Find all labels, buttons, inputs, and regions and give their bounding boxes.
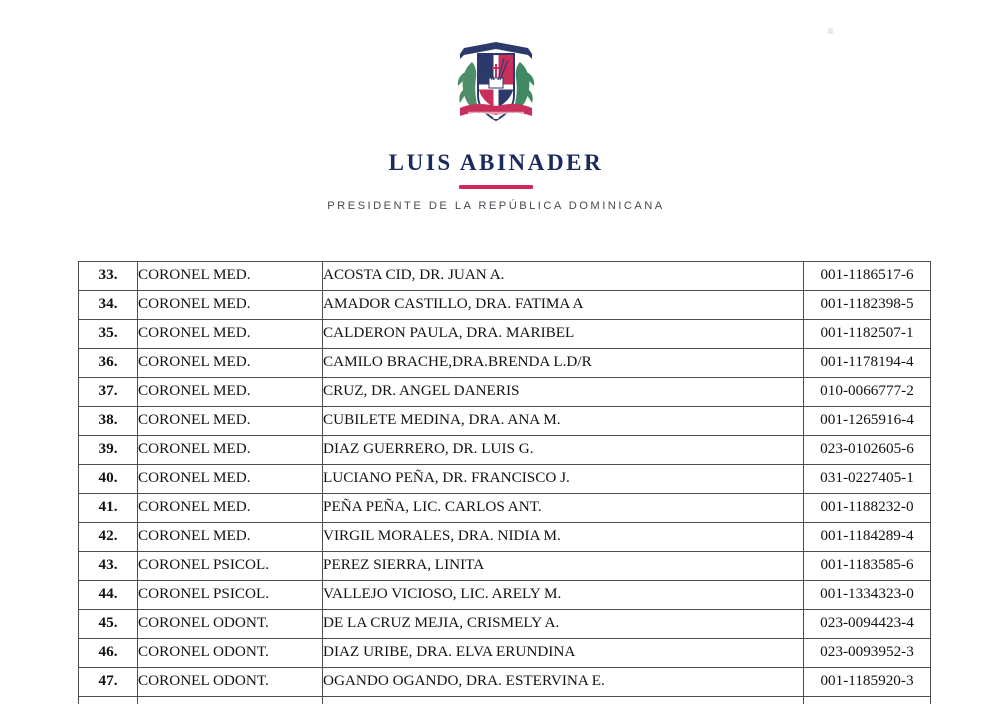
- row-id: 001-1178194-4: [804, 349, 931, 378]
- row-number: 44.: [79, 581, 138, 610]
- row-number: 36.: [79, 349, 138, 378]
- row-clipped-cell: [79, 697, 138, 704]
- row-rank: CORONEL ODONT.: [138, 639, 323, 668]
- row-name: DIAZ URIBE, DRA. ELVA ERUNDINA: [323, 639, 804, 668]
- president-name: LUIS ABINADER: [0, 151, 992, 174]
- row-number: 41.: [79, 494, 138, 523]
- row-id: 001-1265916-4: [804, 407, 931, 436]
- row-name: LUCIANO PEÑA, DR. FRANCISCO J.: [323, 465, 804, 494]
- row-rank: CORONEL ODONT.: [138, 610, 323, 639]
- row-rank: CORONEL MED.: [138, 320, 323, 349]
- row-number: 47.: [79, 668, 138, 697]
- row-rank: CORONEL PSICOL.: [138, 552, 323, 581]
- row-rank: CORONEL PSICOL.: [138, 581, 323, 610]
- table-row: [79, 581, 931, 610]
- row-id: 031-0227405-1: [804, 465, 931, 494]
- scan-artifact: [828, 28, 833, 34]
- row-number: 37.: [79, 378, 138, 407]
- row-number: 45.: [79, 610, 138, 639]
- table-row: [79, 523, 931, 552]
- row-id: 001-1184289-4: [804, 523, 931, 552]
- row-id: 001-1183585-6: [804, 552, 931, 581]
- row-id: 001-1188232-0: [804, 494, 931, 523]
- president-subtitle: PRESIDENTE DE LA REPÚBLICA DOMINICANA: [0, 200, 992, 212]
- roster-table-body: [79, 262, 931, 704]
- row-rank: CORONEL MED.: [138, 262, 323, 291]
- row-id: 023-0093952-3: [804, 639, 931, 668]
- row-rank: CORONEL MED.: [138, 378, 323, 407]
- row-number: 42.: [79, 523, 138, 552]
- row-rank: CORONEL MED.: [138, 436, 323, 465]
- row-name: VALLEJO VICIOSO, LIC. ARELY M.: [323, 581, 804, 610]
- row-id: 001-1334323-0: [804, 581, 931, 610]
- row-name: DIAZ GUERRERO, DR. LUIS G.: [323, 436, 804, 465]
- row-name: OGANDO OGANDO, DRA. ESTERVINA E.: [323, 668, 804, 697]
- table-row: [79, 349, 931, 378]
- row-number: 40.: [79, 465, 138, 494]
- row-name: DE LA CRUZ MEJIA, CRISMELY A.: [323, 610, 804, 639]
- table-row: [79, 494, 931, 523]
- row-number: 46.: [79, 639, 138, 668]
- row-clipped-cell: [804, 697, 931, 704]
- table-row: [79, 436, 931, 465]
- row-name: CRUZ, DR. ANGEL DANERIS: [323, 378, 804, 407]
- row-rank: CORONEL MED.: [138, 465, 323, 494]
- table-row: [79, 668, 931, 697]
- row-id: 001-1182507-1: [804, 320, 931, 349]
- table-row: [79, 407, 931, 436]
- roster-table: [78, 261, 931, 704]
- row-name: PEÑA PEÑA, LIC. CARLOS ANT.: [323, 494, 804, 523]
- table-row: [79, 465, 931, 494]
- accent-rule: [459, 185, 533, 189]
- row-number: 34.: [79, 291, 138, 320]
- row-id: 023-0102605-6: [804, 436, 931, 465]
- row-number: 33.: [79, 262, 138, 291]
- table-row: [79, 262, 931, 291]
- row-rank: CORONEL MED.: [138, 523, 323, 552]
- row-name: CUBILETE MEDINA, DRA. ANA M.: [323, 407, 804, 436]
- coat-of-arms-icon: [442, 34, 550, 134]
- row-id: 001-1186517-6: [804, 262, 931, 291]
- row-number: 38.: [79, 407, 138, 436]
- row-rank: CORONEL MED.: [138, 494, 323, 523]
- row-name: VIRGIL MORALES, DRA. NIDIA M.: [323, 523, 804, 552]
- row-name: PEREZ SIERRA, LINITA: [323, 552, 804, 581]
- table-row: [79, 291, 931, 320]
- table-row: [79, 552, 931, 581]
- row-id: 010-0066777-2: [804, 378, 931, 407]
- row-clipped-cell: [138, 697, 323, 704]
- row-name: ACOSTA CID, DR. JUAN A.: [323, 262, 804, 291]
- row-rank: CORONEL MED.: [138, 349, 323, 378]
- row-rank: CORONEL MED.: [138, 291, 323, 320]
- row-name: CALDERON PAULA, DRA. MARIBEL: [323, 320, 804, 349]
- roster-table-container: [78, 261, 926, 704]
- row-id: 001-1182398-5: [804, 291, 931, 320]
- row-name: AMADOR CASTILLO, DRA. FATIMA A: [323, 291, 804, 320]
- table-row: [79, 610, 931, 639]
- row-rank: CORONEL MED.: [138, 407, 323, 436]
- row-id: 023-0094423-4: [804, 610, 931, 639]
- table-row: [79, 320, 931, 349]
- letterhead: [0, 0, 992, 212]
- table-row-partial: [79, 697, 931, 704]
- row-number: 43.: [79, 552, 138, 581]
- row-clipped-cell: [323, 697, 804, 704]
- row-number: 35.: [79, 320, 138, 349]
- table-row: [79, 639, 931, 668]
- row-number: 39.: [79, 436, 138, 465]
- table-row: [79, 378, 931, 407]
- row-rank: CORONEL ODONT.: [138, 668, 323, 697]
- row-name: CAMILO BRACHE,DRA.BRENDA L.D/R: [323, 349, 804, 378]
- row-id: 001-1185920-3: [804, 668, 931, 697]
